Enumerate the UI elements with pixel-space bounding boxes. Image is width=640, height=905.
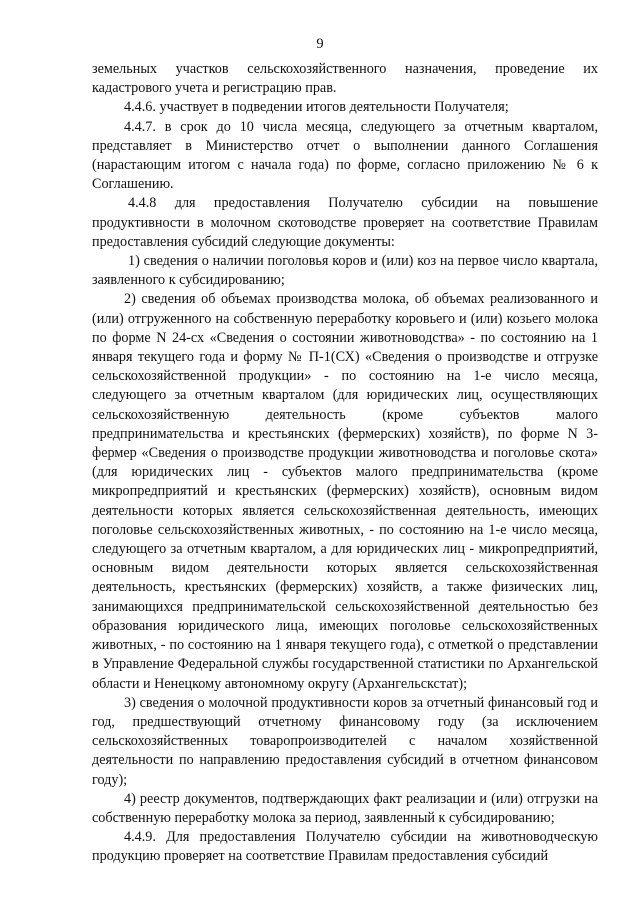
page-number: 9 bbox=[316, 36, 324, 52]
list-item-1: 1) сведения о наличии поголовья коров и (или) коз на первое число квартала, заявленного к субсидированию; bbox=[92, 253, 598, 289]
paragraph-4-4-7: 4.4.7. в срок до 10 числа месяца, следующего за отчетным кварталом, представляет в Министерство отчет о выполнении данного Соглашения (нарастающим итогом с начала года) по форме, согласно приложению № 6 к Соглашению. bbox=[92, 118, 598, 193]
list-item-2: 2) сведения об объемах производства молока, об объемах реализованного и (или) отгруженного на собственную переработку коровьего и (или) козьего молока по форме N 24-сх «Сведения о состоянии животноводства» - по состоянию на 1 января текущего года и форму № П-1(СХ) «Сведения о производстве и отгрузке сельскохозяйственной продукции» - по состоянию на 1-е число месяца, следующего за отчетным кварталом (для юридических лиц, осуществляющих сельскохозяйственную деятельность (кроме субъектов малого предпринимательства и крестьянских (фермерских) хозяйств), по форме N 3-фермер «Сведения о производстве продукции животноводства и поголовье скота» (для юридических лиц - субъектов малого предпринимательства (кроме микропредприятий и крестьянских (фермерских) хозяйств), основным видом деятельности которых является сельскохозяйственная деятельность, имеющих поголовье сельскохозяйственных животных, - по состоянию на 1-е число месяца, следующего за отчетным кварталом, а для юридических лиц - микропредприятий, основным видом деятельности которых является сельскохозяйственная деятельность, крестьянских (фермерских) хозяйств, а также физических лиц, занимающихся предпринимательской сельскохозяйственной деятельностью без образования юридического лица, имеющих поголовье сельскохозяйственных животных, - по состоянию на 1 января текущего года), с отметкой о представлении в Управление Федеральной службы государственной статистики по Архангельской области и Ненецкому автономному округу (Архангельскстат); bbox=[92, 291, 598, 692]
paragraph-4-4-6: 4.4.6. участвует в подведении итогов деятельности Получателя; bbox=[124, 99, 509, 116]
list-item-4: 4) реестр документов, подтверждающих факт реализации и (или) отгрузки на собственную переработку молока за период, заявленный к субсидированию; bbox=[92, 790, 598, 826]
paragraph-land-registration: земельных участков сельскохозяйственного назначения, проведение их кадастрового учета и регистрацию прав. bbox=[92, 61, 598, 97]
document-body bbox=[92, 60, 598, 867]
paragraph-4-4-9: 4.4.9. Для предоставления Получателю субсидии на животноводческую продукцию проверяет на соответствие Правилам предоставления субсидий bbox=[92, 829, 598, 865]
paragraph-4-4-8: 4.4.8 для предоставления Получателю субсидии на повышение продуктивности в молочном скотоводстве проверяет на соответствие Правилам предоставления субсидий следующие документы: bbox=[92, 195, 598, 250]
list-item-3: 3) сведения о молочной продуктивности коров за отчетный финансовый год и год, предшествующий отчетному финансовому году (за исключением сельскохозяйственных товаропроизводителей с началом хозяйственной деятельности по направлению предоставления субсидий в отчетном финансовом году); bbox=[92, 694, 598, 788]
